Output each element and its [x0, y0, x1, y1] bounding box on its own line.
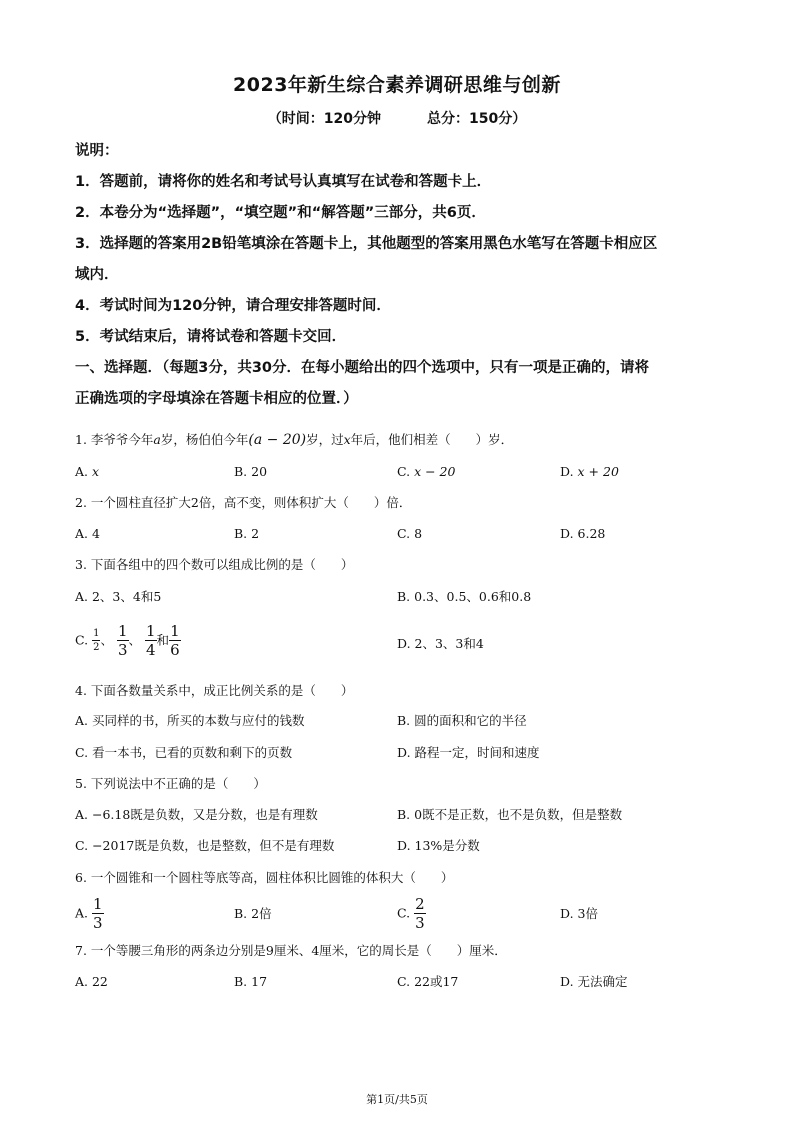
question-1: 1. 李爷爷今年a岁，杨伯伯今年(a − 20)岁，过x年后，他们相差（ ）岁．	[75, 432, 514, 448]
note-item: 1．答题前，请将你的姓名和考试号认真填写在试卷和答题卡上．	[75, 174, 492, 190]
option-d: D. 无法确定	[560, 974, 628, 989]
option-a: A. 买同样的书，所买的本数与应付的钱数	[75, 713, 305, 728]
option-b: B. 17	[234, 974, 268, 989]
question-6: 6. 一个圆锥和一个圆柱等底等高，圆柱体积比圆锥的体积大（ ）	[75, 870, 454, 885]
page-number: 第1页/共5页	[366, 1093, 428, 1106]
option-c: C. 8	[397, 526, 423, 541]
question-3: 3. 下面各组中的四个数可以组成比例的是（ ）	[75, 557, 354, 572]
option-b: B. 2倍	[234, 906, 272, 921]
option-c: C. x − 20	[397, 464, 456, 479]
option-d: D. 2、3、3和4	[397, 636, 484, 651]
page-title: 2023年新生综合素养调研思维与创新	[233, 74, 561, 96]
fraction: $\frac{1}{4}$	[146, 622, 156, 659]
exam-score: 总分：150分）	[427, 111, 527, 127]
fraction: $\frac{1}{3}$	[92, 895, 103, 932]
exam-info	[0, 108, 794, 128]
note-item: 4．考试时间为120分钟，请合理安排答题时间．	[75, 298, 391, 314]
fraction: $\frac{2}{3}$	[415, 895, 425, 932]
option-c: C. 看一本书，已看的页数和剩下的页数	[75, 745, 293, 760]
section-heading-cont: 正确选项的字母填涂在答题卡相应的位置．）	[75, 391, 358, 407]
exam-time: （时间：120分钟	[267, 111, 381, 127]
option-a: A. 4	[75, 526, 100, 541]
option-b: B. 20	[234, 464, 268, 479]
option-a: A. $\frac{1}{3}$	[75, 895, 103, 932]
note-item: 域内．	[75, 267, 119, 283]
option-c: C. 22或17	[397, 974, 459, 989]
option-c: C. $\frac{1}{2}$ 、 $\frac{1}{3}$ 、 $\frac{1}{4}$ 和 $\frac{1}{6}$	[75, 622, 180, 659]
fraction: $\frac{1}{3}$	[117, 622, 128, 659]
question-7: 7. 一个等腰三角形的两条边分别是9厘米、4厘米，它的周长是（ ）厘米．	[75, 943, 507, 958]
fraction: $\frac{1}{2}$	[93, 628, 100, 653]
fraction: $\frac{1}{6}$	[170, 622, 180, 659]
notes-heading: 说明：	[75, 143, 119, 159]
option-c: C. −2017既是负数，也是整数，但不是有理数	[75, 838, 335, 853]
option-a: A. 2、3、4和5	[75, 589, 162, 604]
option-b: B. 0既不是正数，也不是负数，但是整数	[397, 807, 623, 822]
option-a: A. 22	[75, 974, 108, 989]
question-2: 2. 一个圆柱直径扩大2倍，高不变，则体积扩大（ ）倍．	[75, 495, 412, 510]
question-5: 5. 下列说法中不正确的是（ ）	[75, 776, 266, 791]
option-a: A. −6.18既是负数，又是分数，也是有理数	[75, 807, 318, 822]
option-b: B. 0.3、0.5、0.6和0.8	[397, 589, 532, 604]
option-a: A. x	[75, 464, 100, 479]
option-b: B. 2	[234, 526, 260, 541]
note-item: 2．本卷分为“选择题”，“填空题”和“解答题”三部分，共6页．	[75, 205, 486, 221]
option-d: D. 13%是分数	[397, 838, 480, 853]
section-heading: 一、选择题．（每题3分，共30分．在每小题给出的四个选项中，只有一项是正确的，请将	[75, 360, 650, 376]
option-b: B. 圆的面积和它的半径	[397, 713, 527, 728]
option-d: D. 6.28	[560, 526, 606, 541]
option-c: C. $\frac{2}{3}$	[397, 895, 425, 932]
option-d: D. x + 20	[560, 464, 619, 479]
option-d: D. 路程一定，时间和速度	[397, 745, 540, 760]
option-d: D. 3倍	[560, 906, 598, 921]
note-item: 3．选择题的答案用2B铅笔填涂在答题卡上，其他题型的答案用黑色水笔写在答题卡相应区	[75, 236, 658, 252]
question-4: 4. 下面各数量关系中，成正比例关系的是（ ）	[75, 683, 354, 698]
note-item: 5．考试结束后，请将试卷和答题卡交回．	[75, 329, 347, 345]
